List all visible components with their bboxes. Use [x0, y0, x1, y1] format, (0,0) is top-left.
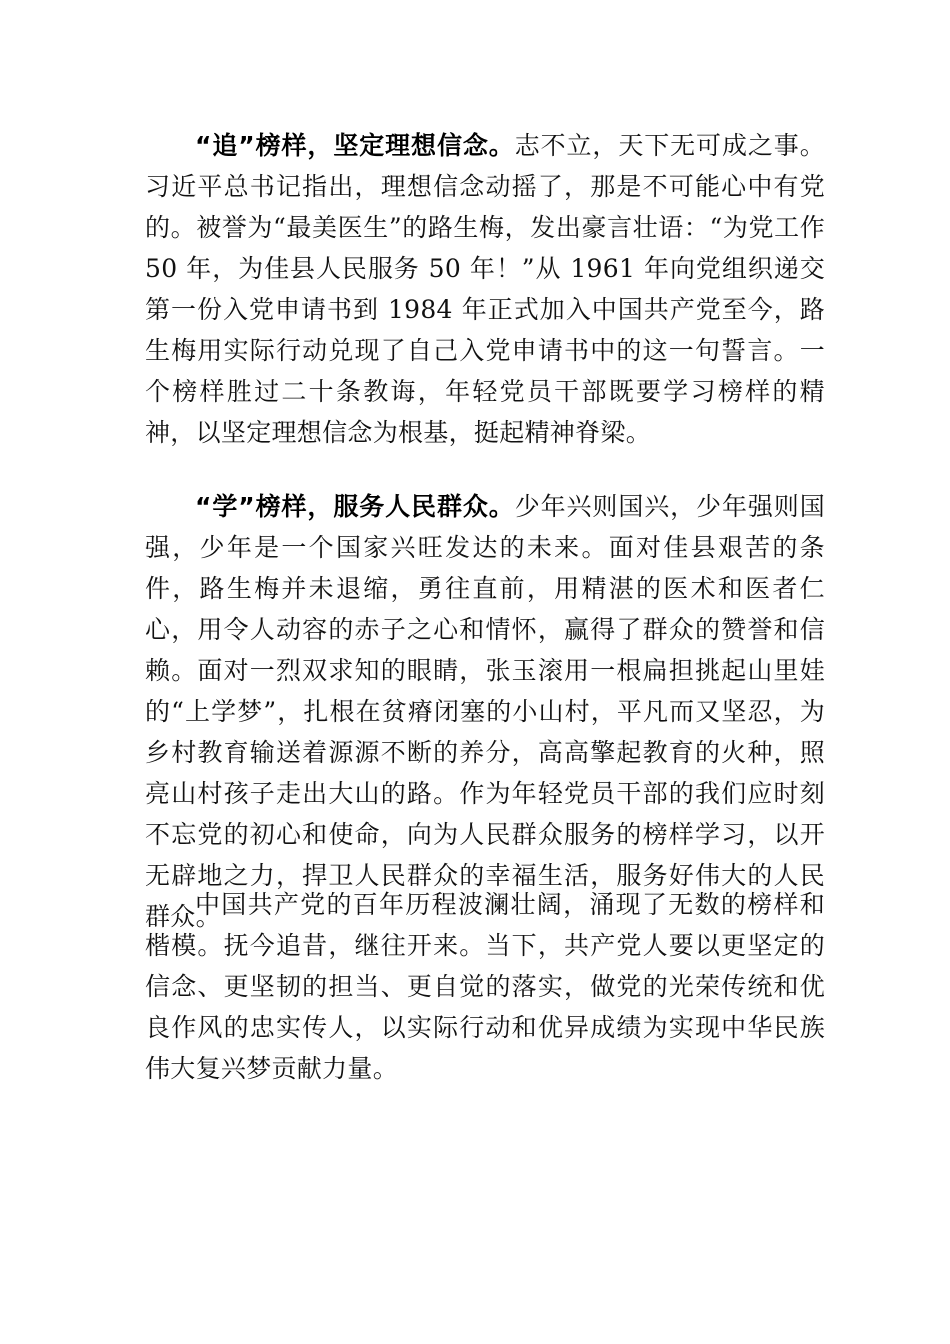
- paragraph-3: [145, 884, 825, 1089]
- paragraph-1-body: 志不立，天下无可成之事。习近平总书记指出，理想信念动摇了，那是不可能心中有党的。被誉为“最美医生”的路生梅，发出豪言壮语：“为党工作 50 年，为佳县人民服务 50 年！”从 1961 年向党组织递交第一份入党申请书到 1984 年正式加入中国共产党至今，路生梅用实际行动兑现了自己入党申请书中的这一句誓言。一个榜样胜过二十条教诲，年轻党员干部既要学习榜样的精神，以坚定理想信念为根基，挺起精神脊梁。: [145, 131, 825, 447]
- paragraph-1-lead: “追”榜样，坚定理想信念。: [195, 131, 515, 160]
- paragraph-1: [145, 125, 825, 453]
- paragraph-2: [145, 486, 825, 937]
- paragraph-2-lead: “学”榜样，服务人民群众。: [195, 492, 515, 521]
- paragraph-3-body: 中国共产党的百年历程波澜壮阔，涌现了无数的榜样和楷模。抚今追昔，继往开来。当下，共产党人要以更坚定的信念、更坚韧的担当、更自觉的落实，做党的光荣传统和优良作风的忠实传人，以实际行动和优异成绩为实现中华民族伟大复兴梦贡献力量。: [145, 890, 825, 1083]
- paragraph-2-body: 少年兴则国兴，少年强则国强，少年是一个国家兴旺发达的未来。面对佳县艰苦的条件，路生梅并未退缩，勇往直前，用精湛的医术和医者仁心，用令人动容的赤子之心和情怀，赢得了群众的赞誉和信赖。面对一烈双求知的眼睛，张玉滚用一根扁担挑起山里娃的“上学梦”，扎根在贫瘠闭塞的小山村，平凡而又坚忍，为乡村教育输送着源源不断的养分，高高擎起教育的火种，照亮山村孩子走出大山的路。作为年轻党员干部的我们应时刻不忘党的初心和使命，向为人民群众服务的榜样学习，以开无辟地之力，捍卫人民群众的幸福生活，服务好伟大的人民群众。: [145, 492, 825, 931]
